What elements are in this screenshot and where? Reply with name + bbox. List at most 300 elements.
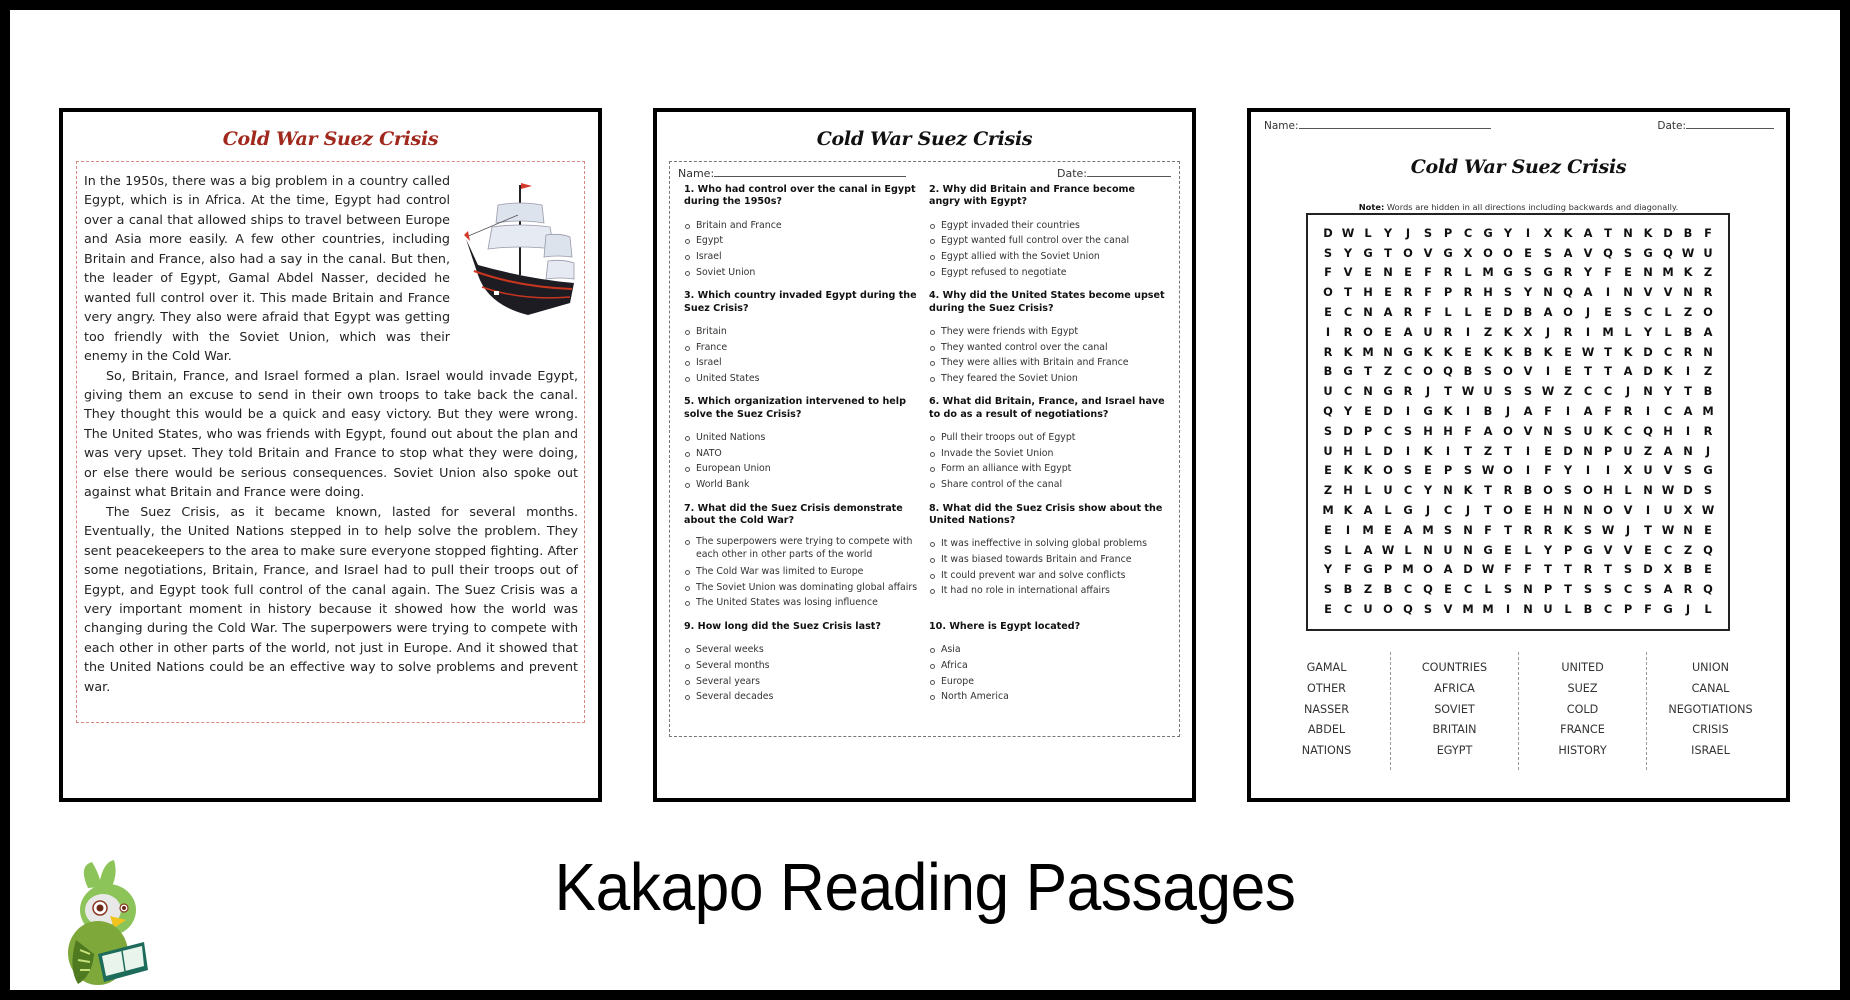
grid-letter[interactable]: R bbox=[1703, 285, 1713, 300]
grid-letter[interactable]: J bbox=[1685, 602, 1691, 617]
grid-letter[interactable]: Z bbox=[1483, 324, 1493, 339]
grid-letter[interactable]: Q bbox=[1603, 245, 1613, 260]
grid-letter[interactable]: S bbox=[1483, 364, 1493, 379]
grid-letter[interactable]: G bbox=[1443, 245, 1453, 260]
grid-letter[interactable]: P bbox=[1443, 463, 1453, 478]
grid-letter[interactable]: B bbox=[1343, 582, 1353, 597]
grid-letter[interactable]: E bbox=[1464, 344, 1472, 359]
grid-letter[interactable]: P bbox=[1443, 285, 1453, 300]
grid-letter[interactable]: P bbox=[1623, 602, 1633, 617]
grid-letter[interactable]: C bbox=[1643, 305, 1653, 320]
grid-letter[interactable]: G bbox=[1503, 265, 1513, 280]
grid-letter[interactable]: E bbox=[1324, 522, 1332, 537]
grid-letter[interactable]: H bbox=[1483, 285, 1493, 300]
grid-letter[interactable]: I bbox=[1585, 324, 1591, 339]
grid-letter[interactable]: M bbox=[1402, 562, 1414, 577]
grid-letter[interactable]: T bbox=[1604, 225, 1612, 240]
grid-letter[interactable]: R bbox=[1323, 344, 1333, 359]
grid-letter[interactable]: L bbox=[1344, 542, 1352, 557]
grid-letter[interactable]: J bbox=[1425, 384, 1431, 399]
grid-letter[interactable]: S bbox=[1403, 423, 1413, 438]
grid-letter[interactable]: N bbox=[1643, 265, 1653, 280]
grid-letter[interactable]: J bbox=[1425, 503, 1431, 518]
grid-letter[interactable]: X bbox=[1523, 324, 1533, 339]
grid-letter[interactable]: Y bbox=[1663, 384, 1673, 399]
grid-letter[interactable]: S bbox=[1323, 542, 1333, 557]
grid-letter[interactable]: Q bbox=[1323, 404, 1333, 419]
grid-letter[interactable]: P bbox=[1603, 443, 1613, 458]
grid-letter[interactable]: E bbox=[1324, 463, 1332, 478]
grid-letter[interactable]: E bbox=[1384, 522, 1392, 537]
grid-letter[interactable]: Z bbox=[1703, 364, 1713, 379]
grid-letter[interactable]: K bbox=[1563, 225, 1573, 240]
grid-letter[interactable]: C bbox=[1443, 503, 1453, 518]
answer-option[interactable]: Several decades bbox=[684, 689, 929, 705]
grid-letter[interactable]: E bbox=[1524, 503, 1532, 518]
grid-letter[interactable]: N bbox=[1583, 503, 1593, 518]
grid-letter[interactable]: A bbox=[1363, 503, 1373, 518]
grid-letter[interactable]: T bbox=[1604, 364, 1612, 379]
grid-letter[interactable]: H bbox=[1663, 423, 1673, 438]
grid-letter[interactable]: K bbox=[1443, 404, 1453, 419]
grid-letter[interactable]: L bbox=[1524, 542, 1532, 557]
grid-letter[interactable]: R bbox=[1583, 562, 1593, 577]
grid-letter[interactable]: L bbox=[1464, 265, 1472, 280]
grid-letter[interactable]: B bbox=[1683, 225, 1693, 240]
grid-letter[interactable]: I bbox=[1345, 522, 1351, 537]
grid-letter[interactable]: S bbox=[1463, 463, 1473, 478]
grid-letter[interactable]: O bbox=[1383, 602, 1393, 617]
grid-letter[interactable]: K bbox=[1423, 443, 1433, 458]
grid-letter[interactable]: P bbox=[1363, 423, 1373, 438]
answer-option[interactable]: Pull their troops out of Egypt bbox=[929, 430, 1174, 446]
grid-letter[interactable]: R bbox=[1623, 404, 1633, 419]
grid-letter[interactable]: K bbox=[1343, 463, 1353, 478]
grid-letter[interactable]: Y bbox=[1423, 483, 1433, 498]
grid-letter[interactable]: L bbox=[1624, 324, 1632, 339]
grid-letter[interactable]: E bbox=[1424, 463, 1432, 478]
grid-letter[interactable]: R bbox=[1683, 582, 1693, 597]
grid-letter[interactable]: Y bbox=[1543, 542, 1553, 557]
grid-letter[interactable]: R bbox=[1443, 265, 1453, 280]
grid-letter[interactable]: W bbox=[1601, 522, 1615, 537]
grid-letter[interactable]: D bbox=[1343, 423, 1353, 438]
grid-letter[interactable]: K bbox=[1463, 483, 1473, 498]
grid-letter[interactable]: A bbox=[1703, 324, 1713, 339]
grid-letter[interactable]: S bbox=[1403, 463, 1413, 478]
grid-letter[interactable]: K bbox=[1483, 344, 1493, 359]
grid-letter[interactable]: T bbox=[1604, 344, 1612, 359]
grid-letter[interactable]: E bbox=[1604, 305, 1612, 320]
grid-letter[interactable]: O bbox=[1503, 503, 1513, 518]
grid-letter[interactable]: A bbox=[1583, 404, 1593, 419]
grid-letter[interactable]: Y bbox=[1563, 463, 1573, 478]
grid-letter[interactable]: D bbox=[1463, 562, 1473, 577]
grid-letter[interactable]: D bbox=[1383, 404, 1393, 419]
grid-letter[interactable]: Y bbox=[1343, 245, 1353, 260]
grid-letter[interactable]: G bbox=[1703, 463, 1713, 478]
grid-letter[interactable]: B bbox=[1683, 324, 1693, 339]
grid-letter[interactable]: A bbox=[1543, 305, 1553, 320]
answer-option[interactable]: Egypt allied with the Soviet Union bbox=[929, 249, 1174, 265]
grid-letter[interactable]: F bbox=[1424, 285, 1432, 300]
grid-letter[interactable]: I bbox=[1465, 404, 1471, 419]
grid-letter[interactable]: B bbox=[1323, 364, 1333, 379]
grid-letter[interactable]: Q bbox=[1423, 582, 1433, 597]
answer-option[interactable]: United States bbox=[684, 371, 929, 387]
grid-letter[interactable]: K bbox=[1443, 344, 1453, 359]
grid-letter[interactable]: H bbox=[1423, 423, 1433, 438]
grid-letter[interactable]: I bbox=[1605, 463, 1611, 478]
answer-option[interactable]: The Soviet Union was dominating global affairs bbox=[684, 580, 929, 596]
grid-letter[interactable]: X bbox=[1683, 503, 1693, 518]
grid-letter[interactable]: M bbox=[1362, 344, 1374, 359]
grid-letter[interactable]: B bbox=[1483, 404, 1493, 419]
grid-letter[interactable]: N bbox=[1383, 344, 1393, 359]
grid-letter[interactable]: S bbox=[1583, 522, 1593, 537]
grid-letter[interactable]: C bbox=[1383, 423, 1393, 438]
grid-letter[interactable]: W bbox=[1581, 344, 1595, 359]
grid-letter[interactable]: S bbox=[1563, 483, 1573, 498]
grid-letter[interactable]: O bbox=[1503, 423, 1513, 438]
grid-letter[interactable]: N bbox=[1583, 443, 1593, 458]
grid-letter[interactable]: K bbox=[1643, 225, 1653, 240]
grid-letter[interactable]: O bbox=[1323, 285, 1333, 300]
answer-option[interactable]: They were allies with Britain and France bbox=[929, 355, 1174, 371]
grid-letter[interactable]: C bbox=[1583, 384, 1593, 399]
grid-letter[interactable]: D bbox=[1383, 443, 1393, 458]
answer-option[interactable]: Egypt refused to negotiate bbox=[929, 265, 1174, 281]
grid-letter[interactable]: G bbox=[1663, 602, 1673, 617]
grid-letter[interactable]: F bbox=[1464, 423, 1472, 438]
answer-option[interactable]: Form an alliance with Egypt bbox=[929, 461, 1174, 477]
grid-letter[interactable]: T bbox=[1644, 522, 1652, 537]
answer-option[interactable]: It could prevent war and solve conflicts bbox=[929, 568, 1174, 584]
grid-letter[interactable]: G bbox=[1343, 364, 1353, 379]
grid-letter[interactable]: T bbox=[1684, 384, 1692, 399]
answer-option[interactable]: Africa bbox=[929, 658, 1174, 674]
grid-letter[interactable]: T bbox=[1344, 285, 1352, 300]
grid-letter[interactable]: S bbox=[1643, 582, 1653, 597]
grid-letter[interactable]: B bbox=[1683, 562, 1693, 577]
grid-letter[interactable]: W bbox=[1661, 522, 1675, 537]
grid-letter[interactable]: W bbox=[1481, 463, 1495, 478]
grid-letter[interactable]: O bbox=[1363, 324, 1373, 339]
grid-letter[interactable]: A bbox=[1663, 443, 1673, 458]
answer-option[interactable]: Britain bbox=[684, 324, 929, 340]
grid-letter[interactable]: M bbox=[1362, 522, 1374, 537]
answer-option[interactable]: Share control of the canal bbox=[929, 477, 1174, 493]
grid-letter[interactable]: L bbox=[1464, 305, 1472, 320]
grid-letter[interactable]: S bbox=[1623, 245, 1633, 260]
grid-letter[interactable]: S bbox=[1563, 423, 1573, 438]
grid-letter[interactable]: K bbox=[1623, 344, 1633, 359]
grid-letter[interactable]: P bbox=[1443, 225, 1453, 240]
grid-letter[interactable]: N bbox=[1683, 443, 1693, 458]
grid-letter[interactable]: N bbox=[1543, 285, 1553, 300]
grid-letter[interactable]: L bbox=[1624, 483, 1632, 498]
grid-letter[interactable]: M bbox=[1482, 265, 1494, 280]
grid-letter[interactable]: C bbox=[1343, 305, 1353, 320]
grid-letter[interactable]: C bbox=[1603, 602, 1613, 617]
grid-letter[interactable]: M bbox=[1602, 324, 1614, 339]
grid-letter[interactable]: N bbox=[1643, 483, 1653, 498]
grid-letter[interactable]: B bbox=[1523, 344, 1533, 359]
grid-letter[interactable]: Z bbox=[1643, 443, 1653, 458]
answer-option[interactable]: Invade the Soviet Union bbox=[929, 446, 1174, 462]
answer-option[interactable]: It was biased towards Britain and France bbox=[929, 552, 1174, 568]
grid-letter[interactable]: D bbox=[1503, 305, 1513, 320]
grid-letter[interactable]: I bbox=[1685, 423, 1691, 438]
answer-option[interactable]: European Union bbox=[684, 461, 929, 477]
grid-letter[interactable]: Z bbox=[1563, 384, 1573, 399]
grid-letter[interactable]: R bbox=[1403, 384, 1413, 399]
grid-letter[interactable]: F bbox=[1644, 602, 1652, 617]
grid-letter[interactable]: K bbox=[1423, 344, 1433, 359]
grid-letter[interactable]: D bbox=[1683, 483, 1693, 498]
grid-letter[interactable]: S bbox=[1703, 483, 1713, 498]
grid-letter[interactable]: J bbox=[1405, 225, 1411, 240]
grid-letter[interactable]: I bbox=[1525, 443, 1531, 458]
grid-letter[interactable]: T bbox=[1604, 562, 1612, 577]
grid-letter[interactable]: Q bbox=[1643, 423, 1653, 438]
grid-letter[interactable]: G bbox=[1363, 562, 1373, 577]
grid-letter[interactable]: N bbox=[1543, 423, 1553, 438]
grid-letter[interactable]: N bbox=[1563, 503, 1573, 518]
grid-letter[interactable]: E bbox=[1484, 305, 1492, 320]
grid-letter[interactable]: S bbox=[1683, 463, 1693, 478]
grid-letter[interactable]: Q bbox=[1703, 582, 1713, 597]
grid-letter[interactable]: N bbox=[1523, 582, 1533, 597]
grid-letter[interactable]: G bbox=[1583, 542, 1593, 557]
grid-letter[interactable]: E bbox=[1384, 324, 1392, 339]
answer-option[interactable]: Soviet Union bbox=[684, 265, 929, 281]
grid-letter[interactable]: A bbox=[1563, 245, 1573, 260]
grid-letter[interactable]: N bbox=[1463, 522, 1473, 537]
grid-letter[interactable]: Z bbox=[1383, 364, 1393, 379]
answer-option[interactable]: World Bank bbox=[684, 477, 929, 493]
grid-letter[interactable]: Y bbox=[1523, 285, 1533, 300]
grid-letter[interactable]: B bbox=[1703, 384, 1713, 399]
answer-option[interactable]: The superpowers were trying to compete with each other in other parts of the world bbox=[684, 536, 929, 561]
grid-letter[interactable]: B bbox=[1583, 602, 1593, 617]
grid-letter[interactable]: E bbox=[1564, 344, 1572, 359]
grid-letter[interactable]: D bbox=[1563, 443, 1573, 458]
grid-letter[interactable]: I bbox=[1525, 225, 1531, 240]
grid-letter[interactable]: C bbox=[1343, 384, 1353, 399]
answer-option[interactable]: Europe bbox=[929, 674, 1174, 690]
grid-letter[interactable]: R bbox=[1563, 265, 1573, 280]
grid-letter[interactable]: O bbox=[1403, 245, 1413, 260]
grid-letter[interactable]: F bbox=[1544, 404, 1552, 419]
grid-letter[interactable]: A bbox=[1583, 285, 1593, 300]
grid-letter[interactable]: A bbox=[1403, 324, 1413, 339]
grid-letter[interactable]: E bbox=[1644, 542, 1652, 557]
grid-letter[interactable]: C bbox=[1403, 582, 1413, 597]
grid-letter[interactable]: D bbox=[1643, 364, 1653, 379]
grid-letter[interactable]: V bbox=[1523, 364, 1533, 379]
grid-letter[interactable]: J bbox=[1585, 305, 1591, 320]
grid-letter[interactable]: V bbox=[1443, 602, 1453, 617]
grid-letter[interactable]: Q bbox=[1703, 542, 1713, 557]
grid-letter[interactable]: K bbox=[1503, 324, 1513, 339]
grid-letter[interactable]: X bbox=[1543, 225, 1553, 240]
grid-letter[interactable]: N bbox=[1683, 285, 1693, 300]
grid-letter[interactable]: O bbox=[1583, 483, 1593, 498]
grid-letter[interactable]: D bbox=[1643, 344, 1653, 359]
grid-letter[interactable]: U bbox=[1583, 423, 1593, 438]
grid-letter[interactable]: I bbox=[1645, 503, 1651, 518]
grid-letter[interactable]: V bbox=[1423, 245, 1433, 260]
grid-letter[interactable]: S bbox=[1443, 522, 1453, 537]
answer-option[interactable]: It had no role in international affairs bbox=[929, 583, 1174, 599]
grid-letter[interactable]: E bbox=[1404, 265, 1412, 280]
answer-option[interactable]: NATO bbox=[684, 446, 929, 462]
grid-letter[interactable]: Y bbox=[1383, 225, 1393, 240]
grid-letter[interactable]: W bbox=[1541, 384, 1555, 399]
grid-letter[interactable]: Q bbox=[1403, 602, 1413, 617]
grid-letter[interactable]: P bbox=[1383, 562, 1393, 577]
grid-letter[interactable]: R bbox=[1403, 305, 1413, 320]
grid-letter[interactable]: K bbox=[1363, 463, 1373, 478]
grid-letter[interactable]: G bbox=[1483, 225, 1493, 240]
grid-letter[interactable]: W bbox=[1681, 245, 1695, 260]
grid-letter[interactable]: Q bbox=[1563, 285, 1573, 300]
grid-letter[interactable]: U bbox=[1383, 483, 1393, 498]
grid-letter[interactable]: V bbox=[1643, 285, 1653, 300]
grid-letter[interactable]: L bbox=[1484, 582, 1492, 597]
grid-letter[interactable]: T bbox=[1444, 384, 1452, 399]
grid-letter[interactable]: B bbox=[1383, 582, 1393, 597]
grid-letter[interactable]: C bbox=[1463, 582, 1473, 597]
grid-letter[interactable]: R bbox=[1523, 522, 1533, 537]
grid-letter[interactable]: S bbox=[1523, 384, 1533, 399]
grid-letter[interactable]: I bbox=[1605, 285, 1611, 300]
grid-letter[interactable]: E bbox=[1444, 582, 1452, 597]
grid-letter[interactable]: Y bbox=[1323, 562, 1333, 577]
grid-letter[interactable]: Z bbox=[1363, 582, 1373, 597]
grid-letter[interactable]: T bbox=[1584, 364, 1592, 379]
grid-letter[interactable]: D bbox=[1323, 225, 1333, 240]
grid-letter[interactable]: T bbox=[1564, 582, 1572, 597]
grid-letter[interactable]: N bbox=[1423, 542, 1433, 557]
grid-letter[interactable]: L bbox=[1404, 542, 1412, 557]
grid-letter[interactable]: I bbox=[1465, 324, 1471, 339]
grid-letter[interactable]: C bbox=[1663, 344, 1673, 359]
grid-letter[interactable]: V bbox=[1343, 265, 1353, 280]
grid-letter[interactable]: O bbox=[1503, 463, 1513, 478]
grid-letter[interactable]: F bbox=[1484, 522, 1492, 537]
grid-letter[interactable]: F bbox=[1704, 225, 1712, 240]
grid-letter[interactable]: U bbox=[1423, 324, 1433, 339]
grid-letter[interactable]: C bbox=[1623, 423, 1633, 438]
grid-letter[interactable]: Y bbox=[1583, 265, 1593, 280]
grid-letter[interactable]: N bbox=[1643, 384, 1653, 399]
grid-letter[interactable]: E bbox=[1324, 305, 1332, 320]
grid-letter[interactable]: U bbox=[1543, 602, 1553, 617]
grid-letter[interactable]: G bbox=[1543, 265, 1553, 280]
grid-letter[interactable]: I bbox=[1545, 364, 1551, 379]
grid-letter[interactable]: W bbox=[1661, 483, 1675, 498]
answer-option[interactable]: Egypt bbox=[684, 233, 929, 249]
grid-letter[interactable]: E bbox=[1384, 285, 1392, 300]
grid-letter[interactable]: I bbox=[1525, 463, 1531, 478]
grid-letter[interactable]: G bbox=[1423, 404, 1433, 419]
grid-letter[interactable]: L bbox=[1704, 602, 1712, 617]
grid-letter[interactable]: I bbox=[1325, 324, 1331, 339]
grid-letter[interactable]: J bbox=[1465, 503, 1471, 518]
grid-letter[interactable]: H bbox=[1343, 443, 1353, 458]
grid-letter[interactable]: C bbox=[1603, 384, 1613, 399]
grid-letter[interactable]: J bbox=[1505, 404, 1511, 419]
grid-letter[interactable]: Z bbox=[1683, 305, 1693, 320]
grid-letter[interactable]: V bbox=[1523, 423, 1533, 438]
answer-option[interactable]: France bbox=[684, 340, 929, 356]
grid-letter[interactable]: O bbox=[1483, 245, 1493, 260]
grid-letter[interactable]: T bbox=[1504, 522, 1512, 537]
grid-letter[interactable]: P bbox=[1543, 582, 1553, 597]
grid-letter[interactable]: F bbox=[1604, 404, 1612, 419]
grid-letter[interactable]: P bbox=[1563, 542, 1573, 557]
grid-letter[interactable]: E bbox=[1704, 562, 1712, 577]
grid-letter[interactable]: F bbox=[1544, 463, 1552, 478]
grid-letter[interactable]: I bbox=[1405, 404, 1411, 419]
grid-letter[interactable]: U bbox=[1623, 443, 1633, 458]
grid-letter[interactable]: G bbox=[1403, 503, 1413, 518]
grid-letter[interactable]: I bbox=[1565, 404, 1571, 419]
grid-letter[interactable]: T bbox=[1464, 443, 1472, 458]
grid-letter[interactable]: G bbox=[1643, 245, 1653, 260]
grid-letter[interactable]: T bbox=[1504, 443, 1512, 458]
answer-option[interactable]: Egypt wanted full control over the canal bbox=[929, 233, 1174, 249]
grid-letter[interactable]: R bbox=[1543, 522, 1553, 537]
grid-letter[interactable]: W bbox=[1381, 542, 1395, 557]
grid-letter[interactable]: E bbox=[1504, 542, 1512, 557]
grid-letter[interactable]: O bbox=[1503, 364, 1513, 379]
grid-letter[interactable]: W bbox=[1481, 562, 1495, 577]
answer-option[interactable]: Britain and France bbox=[684, 218, 929, 234]
grid-letter[interactable]: K bbox=[1603, 423, 1613, 438]
grid-letter[interactable]: Z bbox=[1683, 542, 1693, 557]
grid-letter[interactable]: V bbox=[1623, 542, 1633, 557]
grid-letter[interactable]: R bbox=[1683, 344, 1693, 359]
grid-letter[interactable]: I bbox=[1405, 443, 1411, 458]
grid-letter[interactable]: R bbox=[1703, 423, 1713, 438]
grid-letter[interactable]: S bbox=[1323, 423, 1333, 438]
grid-letter[interactable]: O bbox=[1423, 364, 1433, 379]
grid-letter[interactable]: L bbox=[1664, 305, 1672, 320]
grid-letter[interactable]: A bbox=[1583, 225, 1593, 240]
grid-letter[interactable]: F bbox=[1504, 562, 1512, 577]
grid-letter[interactable]: S bbox=[1543, 245, 1553, 260]
grid-letter[interactable]: J bbox=[1625, 384, 1631, 399]
grid-letter[interactable]: N bbox=[1703, 344, 1713, 359]
grid-letter[interactable]: F bbox=[1344, 562, 1352, 577]
grid-letter[interactable]: A bbox=[1623, 364, 1633, 379]
grid-letter[interactable]: B bbox=[1523, 483, 1533, 498]
grid-letter[interactable]: C bbox=[1343, 602, 1353, 617]
grid-letter[interactable]: W bbox=[1341, 225, 1355, 240]
grid-letter[interactable]: I bbox=[1585, 463, 1591, 478]
grid-letter[interactable]: N bbox=[1623, 225, 1633, 240]
grid-letter[interactable]: O bbox=[1603, 503, 1613, 518]
grid-letter[interactable]: W bbox=[1461, 384, 1475, 399]
answer-option[interactable]: Egypt invaded their countries bbox=[929, 218, 1174, 234]
grid-letter[interactable]: S bbox=[1523, 265, 1533, 280]
grid-letter[interactable]: K bbox=[1343, 503, 1353, 518]
grid-letter[interactable]: Q bbox=[1443, 364, 1453, 379]
grid-letter[interactable]: L bbox=[1364, 225, 1372, 240]
